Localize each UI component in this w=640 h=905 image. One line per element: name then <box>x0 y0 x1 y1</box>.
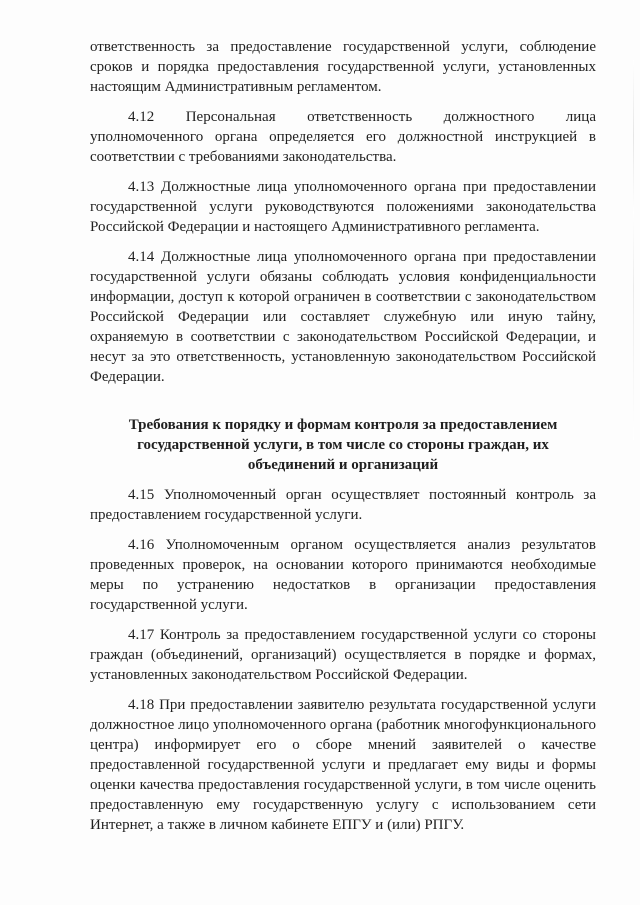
scan-edge-artifact <box>633 60 634 440</box>
paragraph-4-12: 4.12 Персональная ответственность должностного лица уполномоченного органа определяется его должностной инструкцией в соответствии с требованиями законодательства. <box>90 109 596 165</box>
section-heading: Требования к порядку и формам контроля за предоставлением государственной услуги, в том числе со стороны граждан, их объединений и организаций <box>128 417 558 473</box>
paragraph-4-13: 4.13 Должностные лица уполномоченного органа при предоставлении государственной услуги руководствуются положениями законодательства Российской Федерации и настоящего Административного регламента. <box>90 179 596 235</box>
paragraph-4-14: 4.14 Должностные лица уполномоченного органа при предоставлении государственной услуги обязаны соблюдать условия конфиденциальности информации, доступ к которой ограничен в соответствии с законодательством Российской Федерации или составляет служебную или иную тайну, охраняемую в соответствии с законодательством Российской Федерации, и несут за это ответственность, установленную законодательством Российской Федерации. <box>90 249 596 385</box>
document-body <box>90 37 596 845</box>
paragraph-4-15: 4.15 Уполномоченный орган осуществляет постоянный контроль за предоставлением государственной услуги. <box>90 487 596 523</box>
paragraph-4-16: 4.16 Уполномоченным органом осуществляется анализ результатов проведенных проверок, на основании которого принимаются необходимые меры по устранению недостатков в организации предоставления государственной услуги. <box>90 537 596 613</box>
paragraph-4-17: 4.17 Контроль за предоставлением государственной услуги со стороны граждан (объединений, организаций) осуществляется в порядке и формах, установленных законодательством Российской Федерации. <box>90 627 596 683</box>
paragraph-continuation: ответственность за предоставление государственной услуги, соблюдение сроков и порядка предоставления государственной услуги, установленных настоящим Административным регламентом. <box>90 39 596 95</box>
paragraph-4-18: 4.18 При предоставлении заявителю результата государственной услуги должностное лицо уполномоченного органа (работник многофункционального центра) информирует его о сборе мнений заявителей о качестве предоставленной государственной услуги и предлагает ему виды и формы оценки качества предоставления государственной услуги, в том числе оценить предоставленную ему государственную услугу с использованием сети Интернет, а также в личном кабинете ЕПГУ и (или) РПГУ. <box>90 697 596 833</box>
